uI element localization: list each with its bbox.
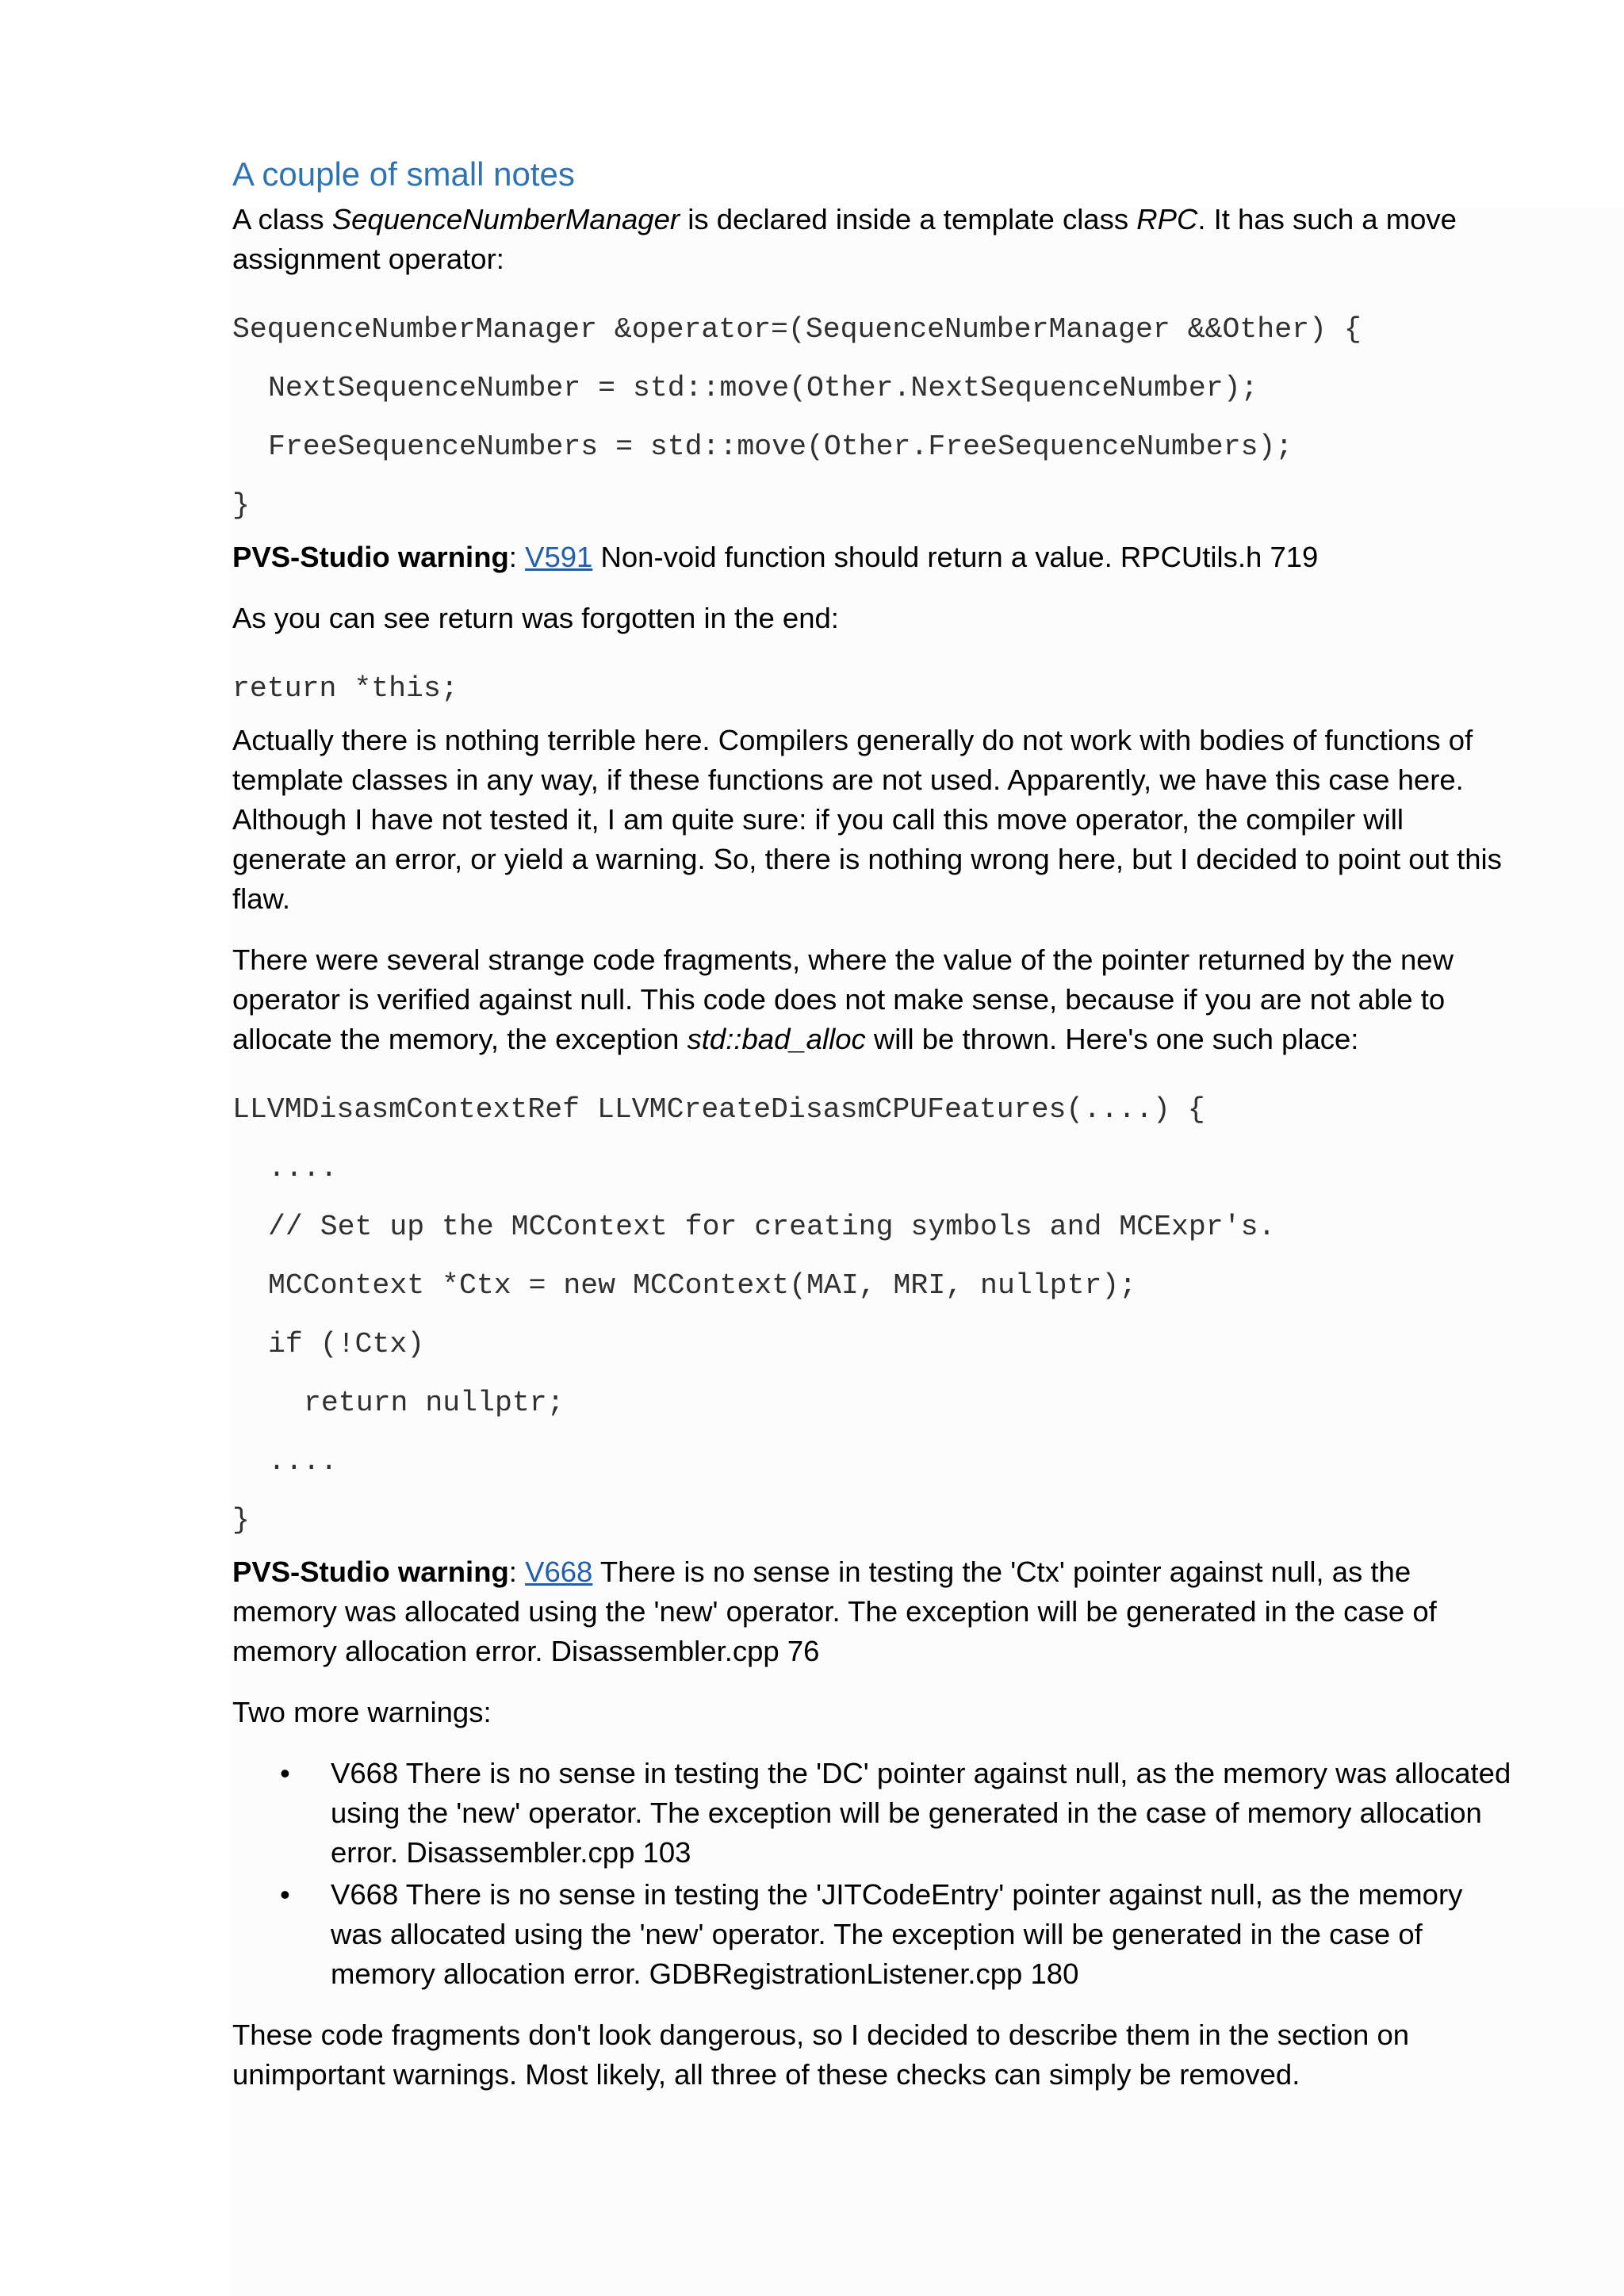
code-block-move-operator bbox=[232, 300, 1517, 535]
bullet-icon: • bbox=[280, 1878, 290, 1911]
warning-v668: PVS-Studio warning: V668 There is no sense in testing the 'Ctx' pointer against null, as the memory was allocated using the 'new' operator. The exception will be generated in the case of memory allocation error. Disassembler.cpp 76 bbox=[232, 1556, 1437, 1667]
code-line: FreeSequenceNumbers = std::move(Other.FreeSequenceNumbers); bbox=[268, 430, 1293, 463]
code-line: NextSequenceNumber = std::move(Other.NextSequenceNumber); bbox=[268, 372, 1258, 404]
class-name: SequenceNumberManager bbox=[331, 203, 680, 235]
exception-name: std::bad_alloc bbox=[687, 1023, 866, 1055]
warning-label: PVS-Studio warning bbox=[232, 541, 509, 573]
code-line: if (!Ctx) bbox=[268, 1328, 425, 1360]
list-item: • V668 There is no sense in testing the 'JITCodeEntry' pointer against null, as the memory was allocated using the 'new' operator. The exception will be generated in the case of memory allocation error. GDBRegistrationListener.cpp 180 bbox=[232, 1875, 1517, 1994]
v668-link[interactable]: V668 bbox=[525, 1556, 593, 1588]
code-line: return *this; bbox=[232, 672, 458, 705]
two-more-paragraph: Two more warnings: bbox=[232, 1696, 492, 1728]
code-line: LLVMDisasmContextRef LLVMCreateDisasmCPUFeatures(....) { bbox=[232, 1093, 1205, 1126]
list-item: • V668 There is no sense in testing the 'DC' pointer against null, as the memory was allocated using the 'new' operator. The exception will be generated in the case of memory allocation error. Disassembler.cpp 103 bbox=[232, 1754, 1517, 1873]
strange-fragments-paragraph: There were several strange code fragments, where the value of the pointer returned by the new operator is verified against null. This code does not make sense, because if you are not able to allocate the memory, the exception std::bad_alloc will be thrown. Here's one such place: bbox=[232, 943, 1454, 1055]
template-name: RPC bbox=[1136, 203, 1198, 235]
code-block-disasm bbox=[232, 1081, 1517, 1550]
warnings-list bbox=[232, 1754, 1517, 1994]
code-line: SequenceNumberManager &operator=(SequenceNumberManager &&Other) { bbox=[232, 313, 1362, 346]
code-line: return nullptr; bbox=[304, 1387, 565, 1419]
code-line: } bbox=[232, 1504, 250, 1536]
intro-paragraph: A class SequenceNumberManager is declared inside a template class RPC. It has such a move assignment operator: bbox=[232, 203, 1457, 275]
code-block-return bbox=[232, 660, 1517, 718]
nothing-terrible-paragraph: Actually there is nothing terrible here. Compilers generally do not work with bodies of functions of template classes in any way, if these functions are not used. Apparently, we have this case here. Although I have not tested it, I am quite sure: if you call this move operator, the compiler will generate an error, or yield a warning. So, there is nothing wrong here, but I decided to point out this flaw. bbox=[232, 724, 1502, 915]
code-line: // Set up the MCContext for creating symbols and MCExpr's. bbox=[268, 1211, 1276, 1243]
bullet-icon: • bbox=[280, 1757, 290, 1789]
article-body bbox=[232, 151, 1517, 2116]
return-paragraph: As you can see return was forgotten in the end: bbox=[232, 602, 839, 634]
warning-v591: PVS-Studio warning: V591 Non-void function should return a value. RPCUtils.h 719 bbox=[232, 541, 1319, 573]
final-paragraph: These code fragments don't look dangerous, so I decided to describe them in the section on unimportant warnings. Most likely, all three of these checks can simply be removed. bbox=[232, 2019, 1410, 2091]
code-line: .... bbox=[268, 1445, 338, 1478]
v591-link[interactable]: V591 bbox=[525, 541, 593, 573]
code-line: .... bbox=[268, 1152, 338, 1184]
code-line: MCContext *Ctx = new MCContext(MAI, MRI, nullptr); bbox=[268, 1269, 1137, 1302]
section-heading: A couple of small notes bbox=[232, 155, 575, 193]
warning-label: PVS-Studio warning bbox=[232, 1556, 509, 1588]
code-line: } bbox=[232, 489, 250, 522]
